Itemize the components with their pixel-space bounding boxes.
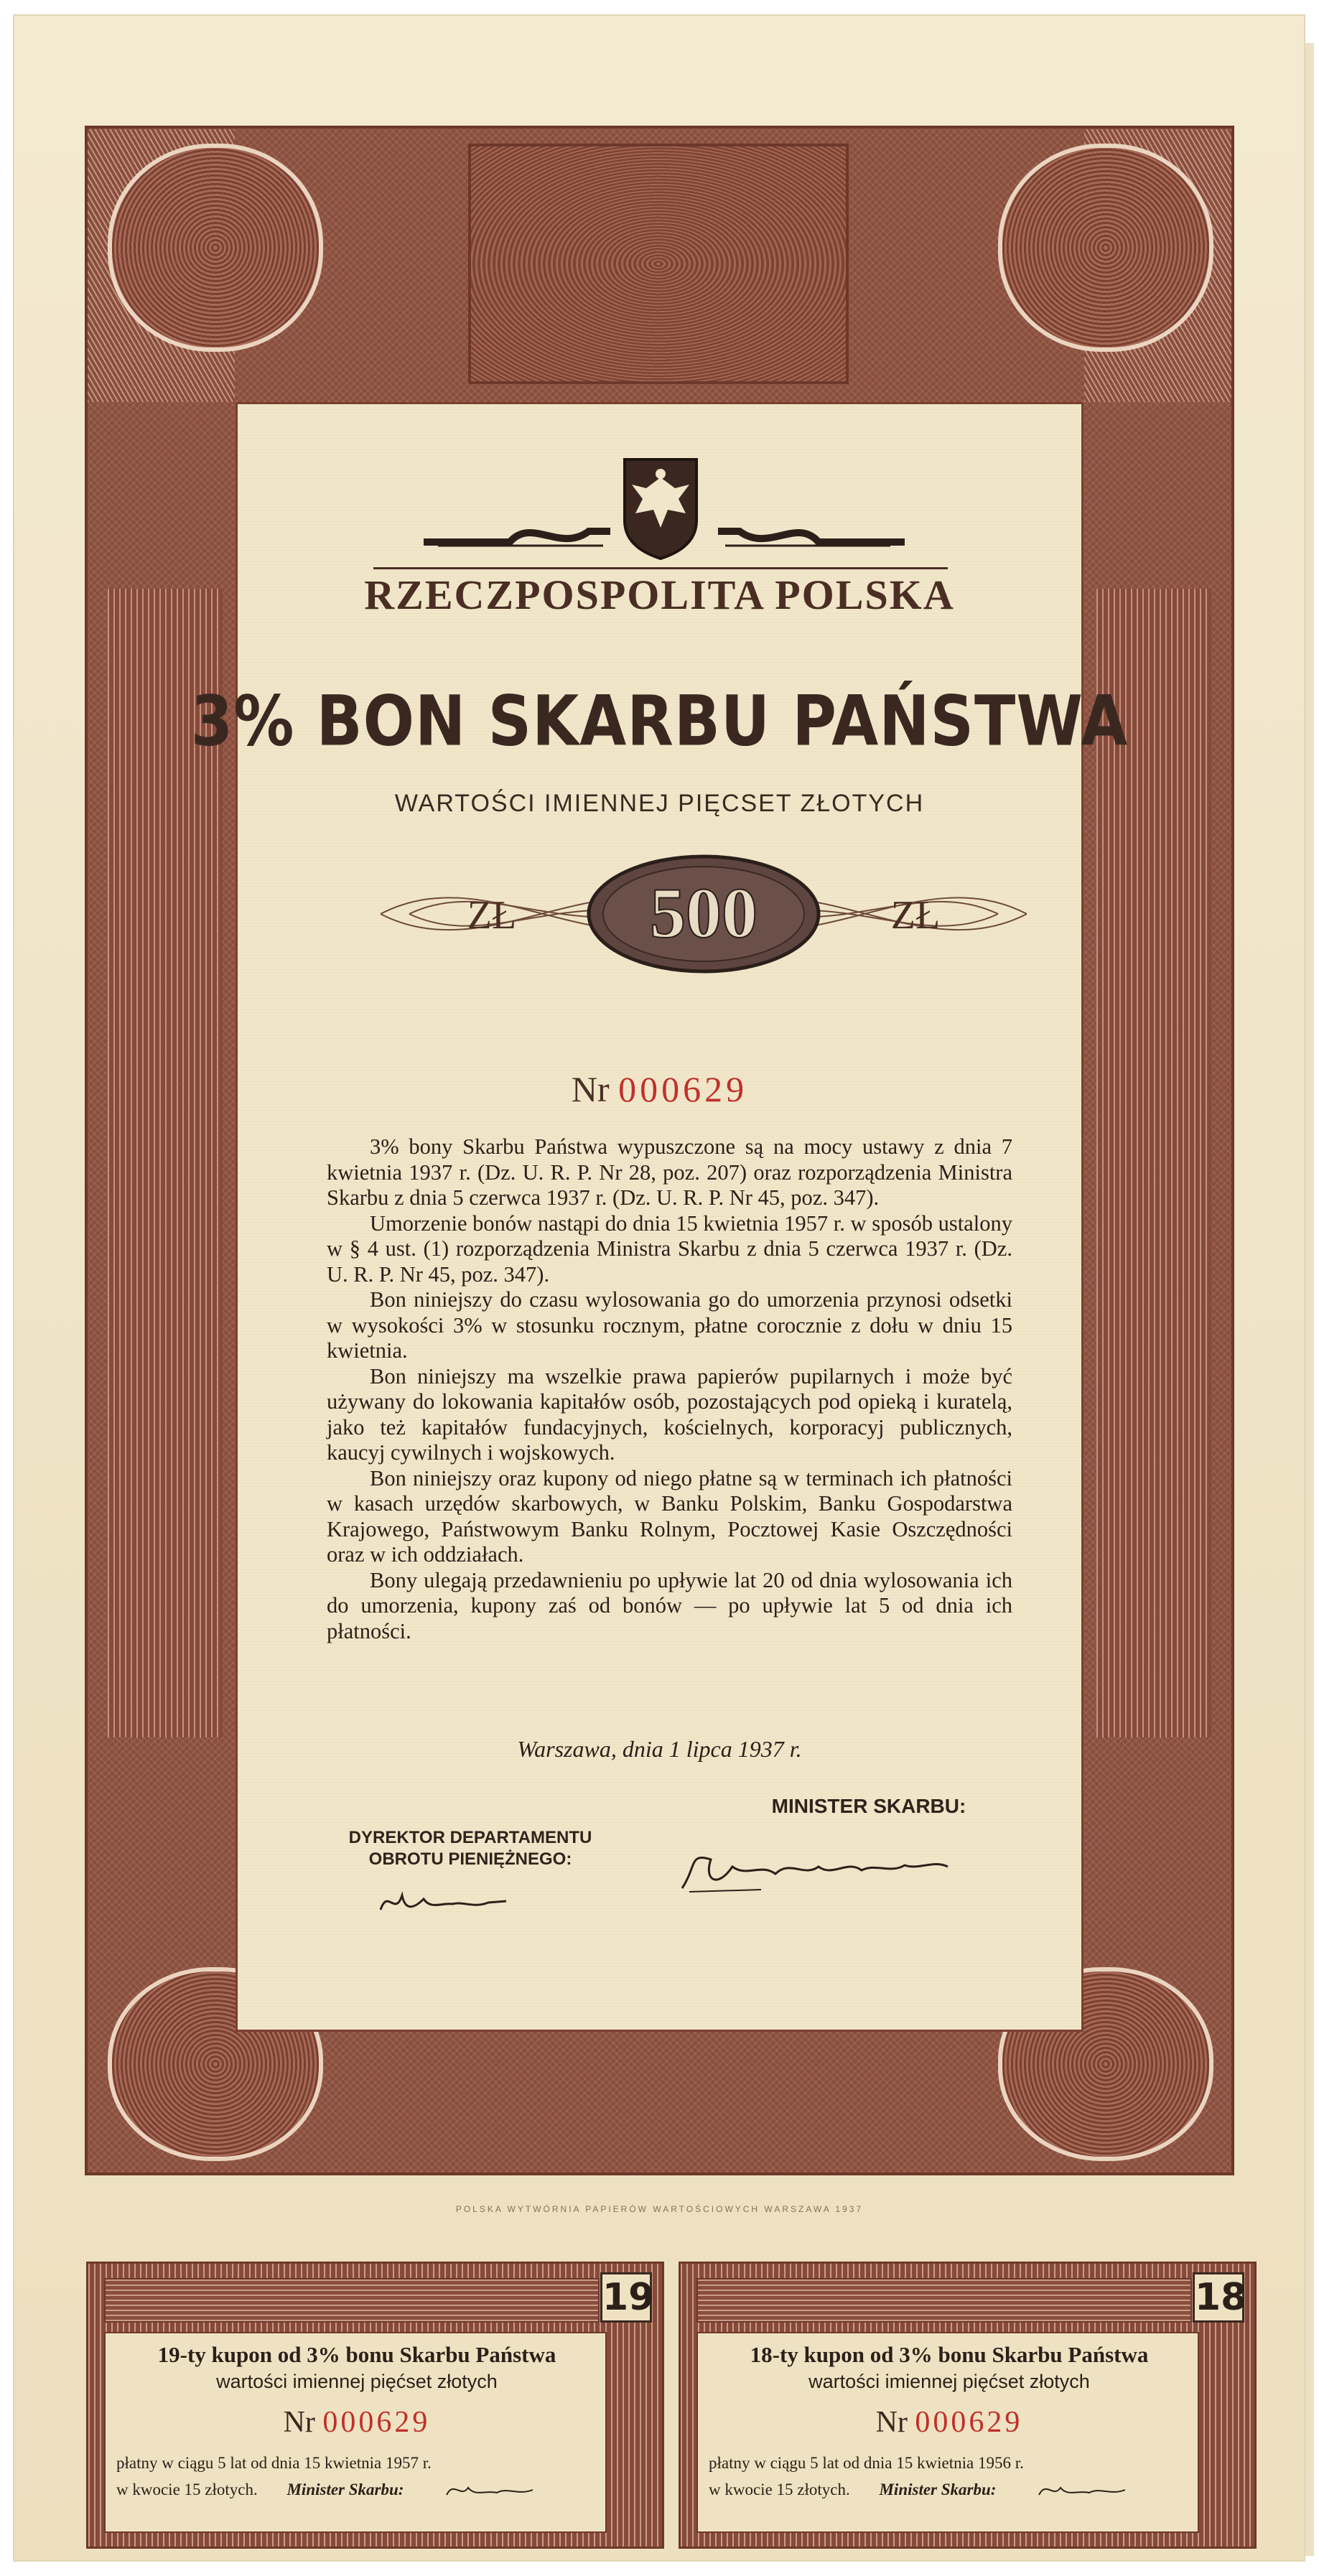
coupon-payable: płatny w ciągu 5 lat od dnia 15 kwietnia 1957 r. [116,2454,432,2472]
coupon-serial-value: 000629 [915,2406,1023,2439]
coupon-signature [443,2477,536,2503]
serial-value: 000629 [618,1069,748,1109]
guilloche-rosette-top-left [108,144,323,352]
coupon-serial [106,2405,608,2440]
terms-paragraph: Bony ulegają przedawnieniu po upływie lat 20 od dnia wylosowania ich do umorzenia, kupony zaś od bonów — po upływie lat 5 od dnia ich płatności. [327,1567,1012,1643]
value-in-words: WARTOŚCI IMIENNEJ PIĘCSET ZŁOTYCH [394,790,925,817]
printer-imprint: POLSKA WYTWÓRNIA PAPIERÓW WARTOŚCIOWYCH WARSZAWA 1937 [455,2204,864,2214]
guilloche-rosette-top-right [998,144,1213,352]
terms-paragraph: Umorzenie bonów nastąpi do dnia 15 kwietnia 1957 r. w sposób ustalony w § 4 ust. (1) rozporządzenia Ministra Skarbu z dnia 5 czerwca 1937 r. (Dz. U. R. P. Nr 45, poz. 347). [327,1210,1012,1287]
coupon-title: 19-ty kupon od 3% bonu Skarbu Państwa [157,2342,556,2367]
coupon-serial-label: Nr [875,2406,908,2439]
coupon-number: 18 [1193,2272,1244,2323]
minister-label: MINISTER SKARBU: [771,1795,966,1817]
denomination-value: 500 [650,873,758,953]
director-title-line2: OBROTU PIENIĘŻNEGO: [368,1849,572,1869]
coupon-band [696,2278,1192,2323]
director-signature [373,1881,517,1924]
currency-left: ZŁ [467,893,517,938]
coupon-amount-line [116,2481,404,2499]
coupon-title: 18-ty kupon od 3% bonu Skarbu Państwa [750,2342,1149,2367]
terms-paragraph: Bon niniejszy ma wszelkie prawa papierów pupilarnych i może być używany do lokowania kapitałów osób, pozostających pod opieką i kuratelą, jako też kapitałów fundacyjnych, kościelnych, korporacyj publicznych, kaucyj cywilnych i wojskowych. [327,1363,1012,1465]
coupon-minister-label: Minister Skarbu: [286,2481,404,2498]
divider [373,567,948,569]
coupon-serial-value: 000629 [322,2406,431,2439]
coupon-signature [1035,2477,1129,2503]
terms-paragraph: Bon niniejszy do czasu wylosowania go do umorzenia przynosi odsetki w wysokości 3% w stosunku rocznym, płatne corocznie z dołu w dniu 15 kwietnia. [327,1287,1012,1363]
eagle-coat-of-arms-icon [610,452,711,560]
director-block [320,1827,621,1870]
bond-terms [327,1134,1012,1644]
issuer-heading: RZECZPOSPOLITA POLSKA [364,571,955,618]
minister-signature [675,1838,977,1903]
coupon-value-words: wartości imiennej pięćset złotych [216,2371,498,2392]
coupon-number: 19 [600,2272,652,2323]
place-and-date: Warszawa, dnia 1 lipca 1937 r. [517,1736,802,1762]
serial-label: Nr [571,1069,610,1109]
coupon-band [104,2278,600,2323]
coupon-serial-label: Nr [283,2406,315,2439]
coupon-value-words: wartości imiennej pięćset złotych [808,2371,1090,2392]
coupon-19 [86,2262,664,2549]
denomination-cartouche [381,851,1027,976]
coupon-amount: w kwocie 15 złotych. [709,2481,850,2498]
top-guilloche-panel [468,144,849,384]
coupon-payable: płatny w ciągu 5 lat od dnia 15 kwietnia 1956 r. [709,2454,1024,2472]
serial-number [0,1068,1319,1110]
bond-title: 3% BON SKARBU PAŃSTWA [190,680,1129,762]
coupon-amount-line [709,2481,996,2499]
coupon-amount: w kwocie 15 złotych. [116,2481,258,2498]
terms-paragraph: 3% bony Skarbu Państwa wypuszczone są na mocy ustawy z dnia 7 kwietnia 1937 r. (Dz. U. R. P. Nr 28, poz. 207) oraz rozporządzenia Ministra Skarbu z dnia 5 czerwca 1937 r. (Dz. U. R. P. Nr 45, poz. 347). [327,1134,1012,1210]
coupon-text-panel [696,2332,1199,2533]
currency-right: ZŁ [890,893,941,938]
coupon-minister-label: Minister Skarbu: [879,2481,997,2498]
director-title-line1: DYREKTOR DEPARTAMENTU [348,1828,592,1847]
coupon-18 [679,2262,1257,2549]
coupon-text-panel [104,2332,607,2533]
terms-paragraph: Bon niniejszy oraz kupony od niego płatne są w terminach ich płatności w kasach urzędów skarbowych, w Banku Polskim, Banku Gospodarstwa Krajowego, Państwowym Banku Rolnym, Pocztowej Kasie Oszczędności oraz w ich oddziałach. [327,1465,1012,1567]
coupon-serial [698,2405,1201,2440]
